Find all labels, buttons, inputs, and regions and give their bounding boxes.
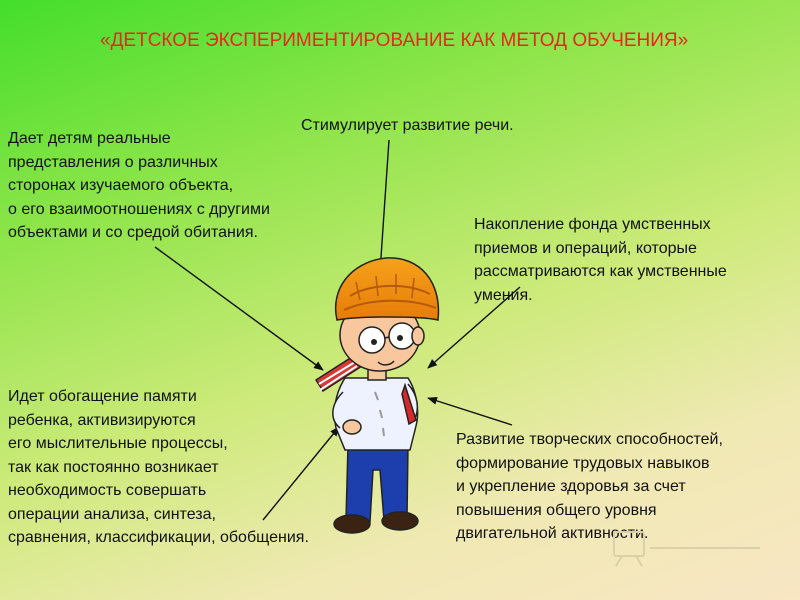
text-memory: Идет обогащение памяти ребенка, активизируются его мыслительные процессы, так как постоянно возникает необходимость совершать операции анализа, синтеза, сравнения, классификации, обобщения. [8, 388, 309, 546]
arrow-real-ideas [155, 247, 323, 370]
text-speech: Стимулирует развитие речи. [301, 117, 514, 134]
text-real-ideas: Дает детям реальные представления о различных сторонах изучаемого объекта, о его взаимоотношениях с другими объектами и со средой обитания. [8, 130, 270, 241]
arrow-mental-fund [428, 287, 520, 368]
slide-title: «ДЕТСКОЕ ЭКСПЕРИМЕНТИРОВАНИЕ КАК МЕТОД ОБУЧЕНИЯ» [100, 30, 689, 51]
child-with-book-icon [316, 258, 438, 533]
text-creative: Развитие творческих способностей, формирование трудовых навыков и укрепление здоровья за счет повышения общего уровня двигательной активности. [456, 431, 723, 542]
presentation-slide-icon [614, 532, 760, 566]
arrow-speech [380, 140, 389, 272]
arrow-creative [428, 398, 512, 425]
arrow-memory [263, 427, 339, 520]
text-mental-fund: Накопление фонда умственных приемов и операций, которые рассматриваются как умственные умения. [474, 216, 727, 304]
